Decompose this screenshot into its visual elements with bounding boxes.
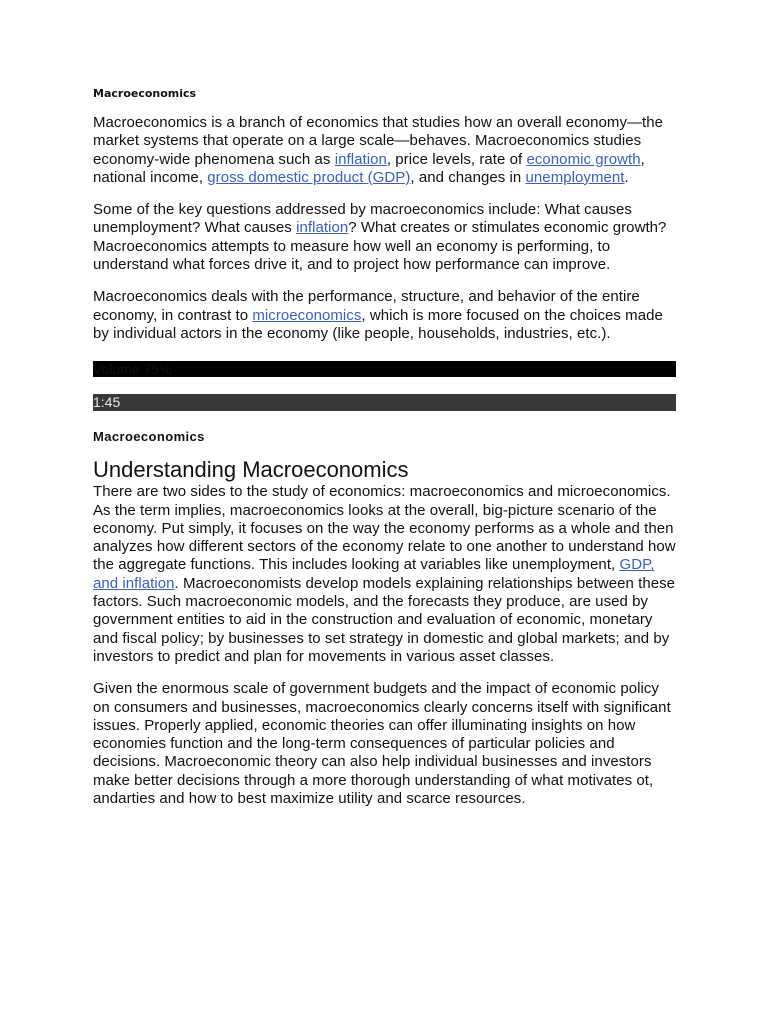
time-bar[interactable] [93, 394, 676, 411]
scope-paragraph [93, 288, 676, 343]
link-gdp-inflation[interactable]: GDP, and inflation [93, 556, 655, 592]
intro-text-2: , price levels, rate of [386, 150, 527, 168]
top-heading: Macroeconomics [93, 87, 197, 100]
link-inflation-2[interactable]: inflation [296, 219, 349, 237]
volume-bar[interactable] [93, 361, 676, 377]
intro-text-5: . [624, 168, 629, 186]
link-inflation[interactable]: inflation [334, 150, 387, 168]
document-content [93, 86, 676, 822]
scale-paragraph: Given the enormous scale of government budgets and the impact of economic policy on consumers and businesses, macroeconomics clearly concerns itself with significant issues. Properly applied, economic theories can offer illuminating insights on how economies function and the long-term consequences of particular policies and decisions. Macroeconomic theory can also help individual businesses and investors make better decisions through a more thorough understanding of what motivates ot, andarties and how to best maximize utility and scarce resources. [93, 680, 671, 808]
understanding-text-2: . Macroeconomists develop models explaining relationships between these factors. Such macroeconomic models, and the forecasts they produce, are used by government entities to aid in the construction and evaluation of economic, monetary and fiscal policy; by businesses to set strategy in domestic and global markets; and by investors to predict and plan for movements in various asset classes. [93, 574, 676, 665]
questions-paragraph [93, 201, 676, 274]
intro-paragraph [93, 114, 676, 187]
understanding-text-1: There are two sides to the study of economics: macroeconomics and microeconomics. As the term implies, macroeconomics looks at the overall, big-picture scenario of the economy. Put simply, it focuses on the way the economy performs as a whole and then analyzes how different sectors of the economy relate to one another to understand how the aggregate functions. This includes looking at variables like unemployment, [93, 483, 676, 574]
link-unemployment[interactable]: unemployment [525, 168, 625, 186]
link-gdp[interactable]: gross domestic product (GDP) [207, 168, 411, 186]
intro-text-4: , and changes in [410, 168, 526, 186]
understanding-paragraph [93, 483, 676, 666]
intro-text-3: , national income, [93, 150, 645, 186]
questions-text-2: ? What creates or stimulates economic growth? Macroeconomics attempts to measure how well an economy is performing, to understand what forces drive it, and to project how performance can improve. [93, 219, 667, 274]
volume-label: Volume 75% [93, 361, 172, 378]
scope-text-1: Macroeconomics deals with the performance, structure, and behavior of the entire economy, in contrast to [93, 288, 640, 324]
video-heading: Macroeconomics [93, 429, 205, 445]
questions-text-1: Some of the key questions addressed by macroeconomics include: What causes unemployment? What causes [93, 201, 632, 237]
link-economic-growth[interactable]: economic growth [526, 150, 641, 168]
intro-text-1: Macroeconomics is a branch of economics that studies how an overall economy—the market systems that operate on a large scale—behaves. Macroeconomics studies economy-wide phenomena such as [93, 114, 664, 168]
time-label: 1:45 [93, 394, 121, 411]
link-microeconomics[interactable]: microeconomics [252, 306, 362, 324]
scope-text-2: , which is more focused on the choices made by individual actors in the economy (like people, households, industries, etc.). [93, 306, 663, 342]
section-title: Understanding Macroeconomics [93, 457, 409, 483]
